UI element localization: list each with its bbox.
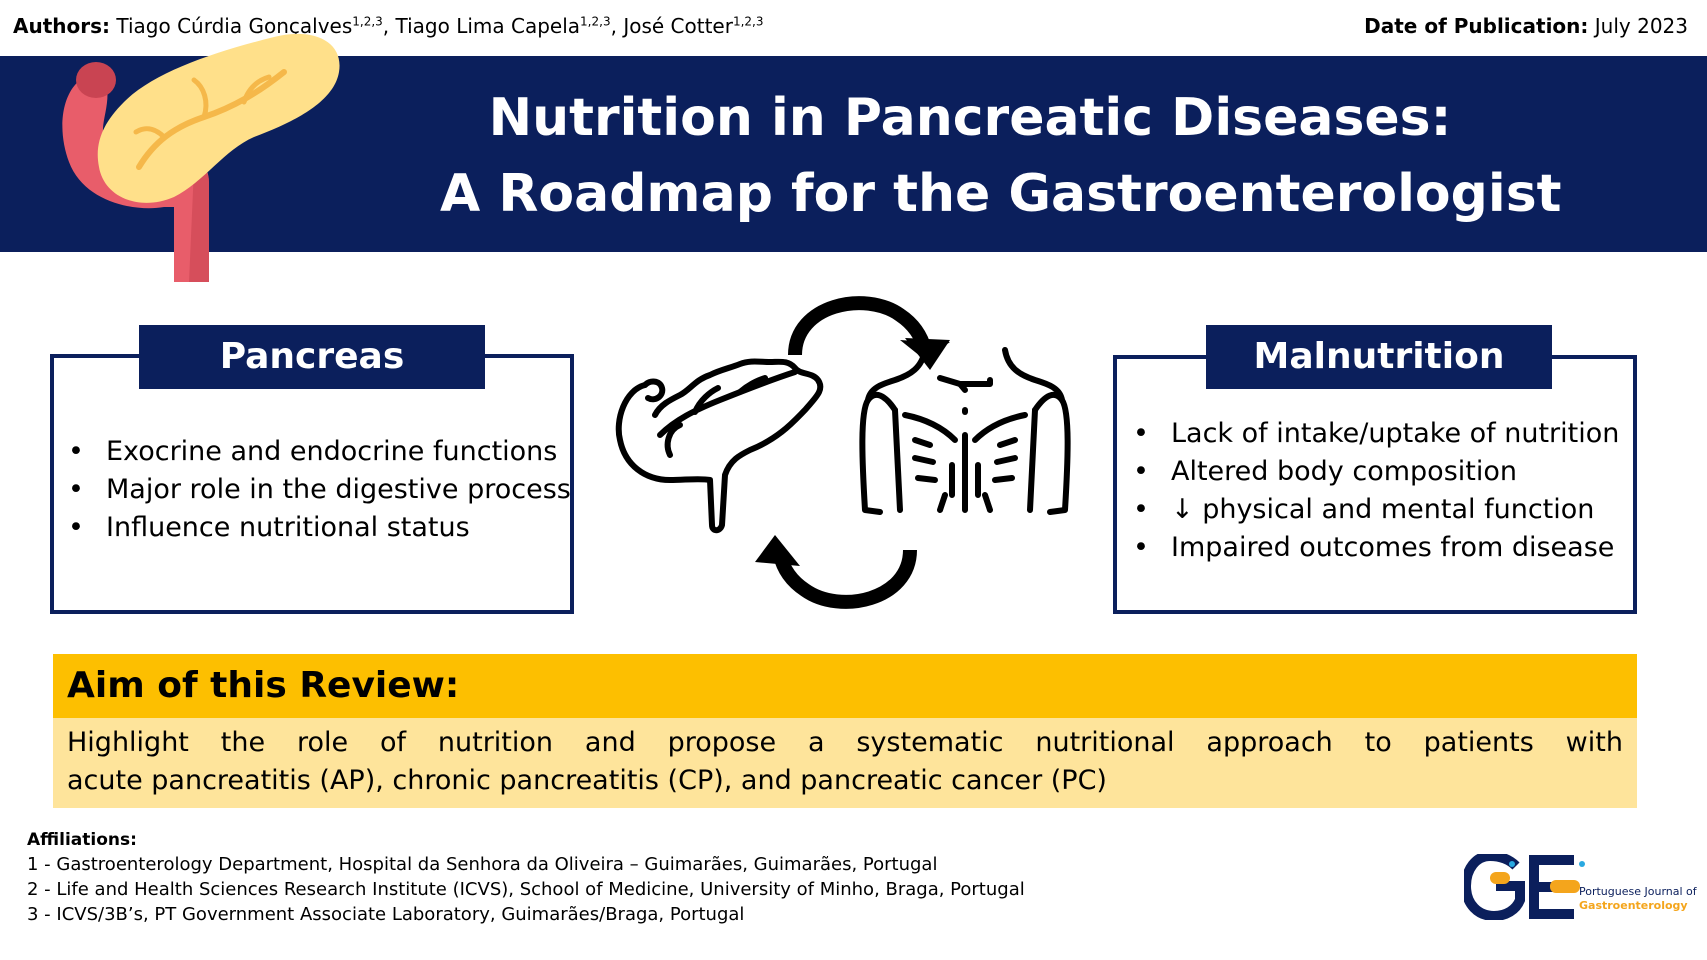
aim-heading: Aim of this Review: [53,654,1637,718]
aim-word: Highlight [67,727,189,758]
list-item: • Influence nutritional status [66,509,571,547]
pancreas-illustration-icon [44,32,344,282]
author-name: Tiago Lima Capela [395,14,581,38]
aim-word: nutrition [437,727,554,758]
aim-word: nutritional [1035,727,1175,758]
date-label: Date of Publication: [1364,14,1589,38]
author-name: Tiago Cúrdia Gonçalves [116,14,353,38]
date-value: July 2023 [1594,14,1688,38]
journal-name-line2: Gastroenterology [1579,899,1688,912]
aim-word: systematic [856,727,1004,758]
affiliation-item: 2 - Life and Health Sciences Research Institute (ICVS), School of Medicine, University of Minho, Braga, Portugal [27,879,1025,900]
author-name: José Cotter [623,14,733,38]
journal-name [1579,885,1697,913]
aim-word: role [296,727,349,758]
list-item: • Impaired outcomes from disease [1131,529,1619,567]
torso-outline-icon [862,350,1067,512]
affiliation-item: 1 - Gastroenterology Department, Hospital da Senhora da Oliveira – Guimarães, Guimarães, Portugal [27,854,938,875]
list-item: • Exocrine and endocrine functions [66,433,571,471]
aim-text-line1 [67,724,1623,762]
author-affil-sup: 1,2,3 [580,14,611,29]
aim-word: the [220,727,266,758]
aim-word: a [807,727,825,758]
aim-word: patients [1423,727,1534,758]
publication-date [1364,14,1688,38]
aim-word: propose [667,727,777,758]
list-item: • Major role in the digestive process [66,471,571,509]
cycle-arrow-top-icon [795,303,950,370]
malnutrition-bullet-list [1131,415,1619,567]
list-item: • Altered body composition [1131,453,1619,491]
pancreas-bullet-list [66,433,571,547]
affiliations-title: Affiliations: [27,830,137,850]
aim-word: approach [1206,727,1333,758]
authors-label: Authors: [13,14,111,38]
aim-word: with [1565,727,1623,758]
pancreas-malnutrition-cycle [600,280,1100,630]
aim-word: of [379,727,407,758]
affiliation-item: 3 - ICVS/3B’s, PT Government Associate Laboratory, Guimarães/Braga, Portugal [27,904,745,925]
page-title-line2: A Roadmap for the Gastroenterologist [440,164,1562,224]
aim-word: to [1364,727,1392,758]
cycle-arrow-bottom-icon [755,535,910,602]
aim-word: and [584,727,636,758]
aim-body [53,718,1637,808]
journal-name-line1: Portuguese Journal of [1579,885,1697,898]
authors-line: Authors: Tiago Cúrdia Gonçalves$^{1,2,3}$, Tiago Lima Capela$^{1,2,3}$, José Cotter$^{1,2,3}$ [13,14,764,38]
pancreas-box-title: Pancreas [139,325,485,389]
author-affil-sup: 1,2,3 [732,14,764,29]
author-affil-sup: 1,2,3 [352,14,383,29]
list-item: • ↓ physical and mental function [1131,491,1619,529]
page-title-line1: Nutrition in Pancreatic Diseases: [488,88,1452,148]
malnutrition-box-title: Malnutrition [1206,325,1552,389]
aim-text-line2: acute pancreatitis (AP), chronic pancreatitis (CP), and pancreatic cancer (PC) [67,765,1107,796]
list-item: • Lack of intake/uptake of nutrition [1131,415,1619,453]
pancreas-outline-icon [619,362,821,531]
